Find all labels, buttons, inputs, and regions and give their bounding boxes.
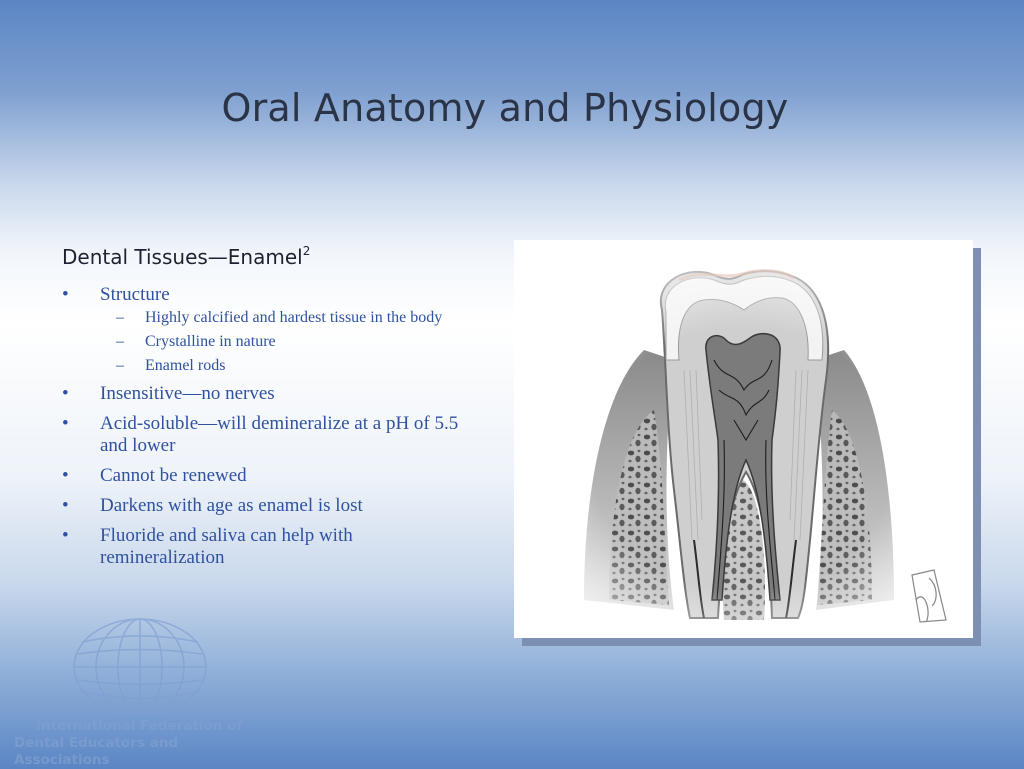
sub-bullet-text: Highly calcified and hardest tissue in the body bbox=[145, 309, 443, 326]
bullet-marker: • bbox=[62, 383, 69, 404]
sub-bullet-item bbox=[100, 333, 462, 351]
bullet-marker: • bbox=[62, 284, 69, 305]
sub-bullet-text: Crystalline in nature bbox=[145, 333, 276, 350]
bullet-list bbox=[62, 284, 462, 577]
bullet-item bbox=[62, 525, 462, 569]
bullet-marker: • bbox=[62, 413, 69, 434]
sub-bullet-list bbox=[100, 309, 462, 375]
bullet-text: Cannot be renewed bbox=[100, 465, 247, 486]
bullet-item bbox=[62, 413, 462, 457]
organization-logo-text bbox=[14, 718, 274, 769]
bullet-marker: • bbox=[62, 495, 69, 516]
tooth-drawing bbox=[514, 240, 973, 638]
bullet-item bbox=[62, 465, 462, 487]
slide-title: Oral Anatomy and Physiology bbox=[221, 86, 789, 130]
bullet-text: Darkens with age as enamel is lost bbox=[100, 495, 363, 516]
tooth-cross-section-illustration bbox=[514, 240, 973, 638]
sub-bullet-item bbox=[100, 309, 462, 327]
bullet-text: Fluoride and saliva can help with remineralization bbox=[100, 525, 353, 568]
bullet-text: Insensitive—no nerves bbox=[100, 383, 275, 404]
sub-bullet-marker: – bbox=[116, 333, 124, 350]
bullet-marker: • bbox=[62, 465, 69, 486]
sub-bullet-text: Enamel rods bbox=[145, 357, 226, 374]
bullet-marker: • bbox=[62, 525, 69, 546]
bullet-item bbox=[62, 495, 462, 517]
logo-line-1: International Federation of bbox=[36, 718, 243, 734]
sub-bullet-marker: – bbox=[116, 309, 124, 326]
bullet-text: Structure bbox=[100, 284, 170, 305]
section-heading-text: Dental Tissues—Enamel bbox=[62, 245, 303, 269]
logo-line-2: Dental Educators and Associations bbox=[14, 735, 178, 768]
bullet-item bbox=[62, 383, 462, 405]
bullet-text: Acid-soluble—will demineralize at a pH of 5.5 and lower bbox=[100, 413, 459, 456]
section-heading bbox=[62, 244, 310, 269]
bullet-item bbox=[62, 284, 462, 375]
sub-bullet-marker: – bbox=[116, 357, 124, 374]
sub-bullet-item bbox=[100, 357, 462, 375]
citation-superscript: 2 bbox=[302, 244, 311, 258]
